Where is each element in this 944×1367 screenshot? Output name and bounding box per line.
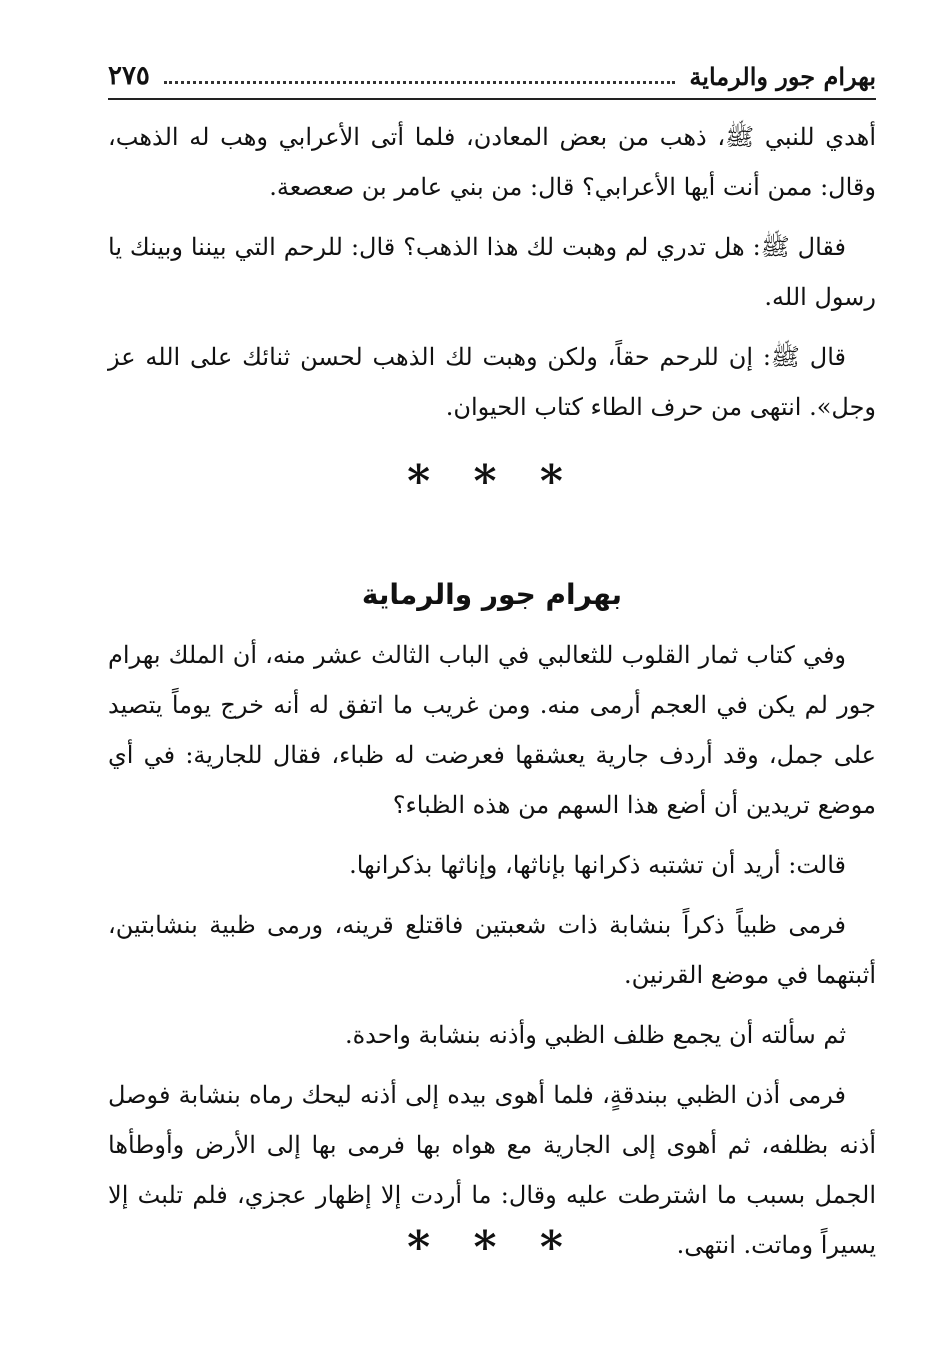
section-separator: * * * [407,456,577,507]
section-separator: * * * [407,1222,577,1273]
paragraph: ثم سألته أن يجمع ظلف الظبي وأذنه بنشابة واحدة. [344,1021,846,1049]
paragraph: قال ﷺ: إن للرحم حقاً، ولكن وهبت لك الذهب لحسن ثنائك على الله عز وجل». انتهى من حرف الطاء كتاب الحيوان. [108,343,876,421]
paragraph: فرمى أذن الظبي ببندقةٍ، فلما أهوى بيده إلى أذنه ليحك رماه بنشابة فوصل أذنه بظلفه، ثم أهوى إلى الجارية مع هواه بها فرمى بها إلى الأرض وأوطأها الجمل بسبب ما اشترطت عليه وقال: ما أردت إلا إظهار عجزي، فلم تلبث إلا يسيراً وماتت. انتهى. [108,1081,876,1259]
section-heading: بهرام جور والرماية [361,578,623,611]
header-dot-leader [164,81,676,84]
top-text-block [108,112,876,432]
paragraph: أهدي للنبي ﷺ، ذهب من بعض المعادن، فلما أتى الأعرابي وهب له الذهب، وقال: ممن أنت أيها الأعرابي؟ قال: من بني عامر بن صعصعة. [108,123,876,201]
page-number: ٢٧٥ [108,61,150,91]
header-title: بهرام جور والرماية [689,61,876,91]
section-text-block [108,630,876,1273]
running-header [108,54,876,100]
paragraph: فرمى ظبياً ذكراً بنشابة ذات شعبتين فاقتلع قرينه، ورمى ظبية بنشابتين، أثبتهما في موضع القرنين. [108,911,876,989]
paragraph: قالت: أريد أن تشتبه ذكرانها بإناثها، وإناثها بذكرانها. [349,851,846,879]
paragraph: فقال ﷺ: هل تدري لم وهبت لك هذا الذهب؟ قال: للرحم التي بيننا وبينك يا رسول الله. [108,233,876,311]
paragraph: وفي كتاب ثمار القلوب للثعالبي في الباب الثالث عشر منه، أن الملك بهرام جور لم يكن في العجم أرمى منه. ومن غريب ما اتفق له أنه خرج يوماً يتصيد على جمل، وقد أردف جارية يعشقها فعرضت له ظباء، فقال للجارية: في أي موضع تريدين أن أضع هذا السهم من هذه الظباء؟ [108,641,876,819]
